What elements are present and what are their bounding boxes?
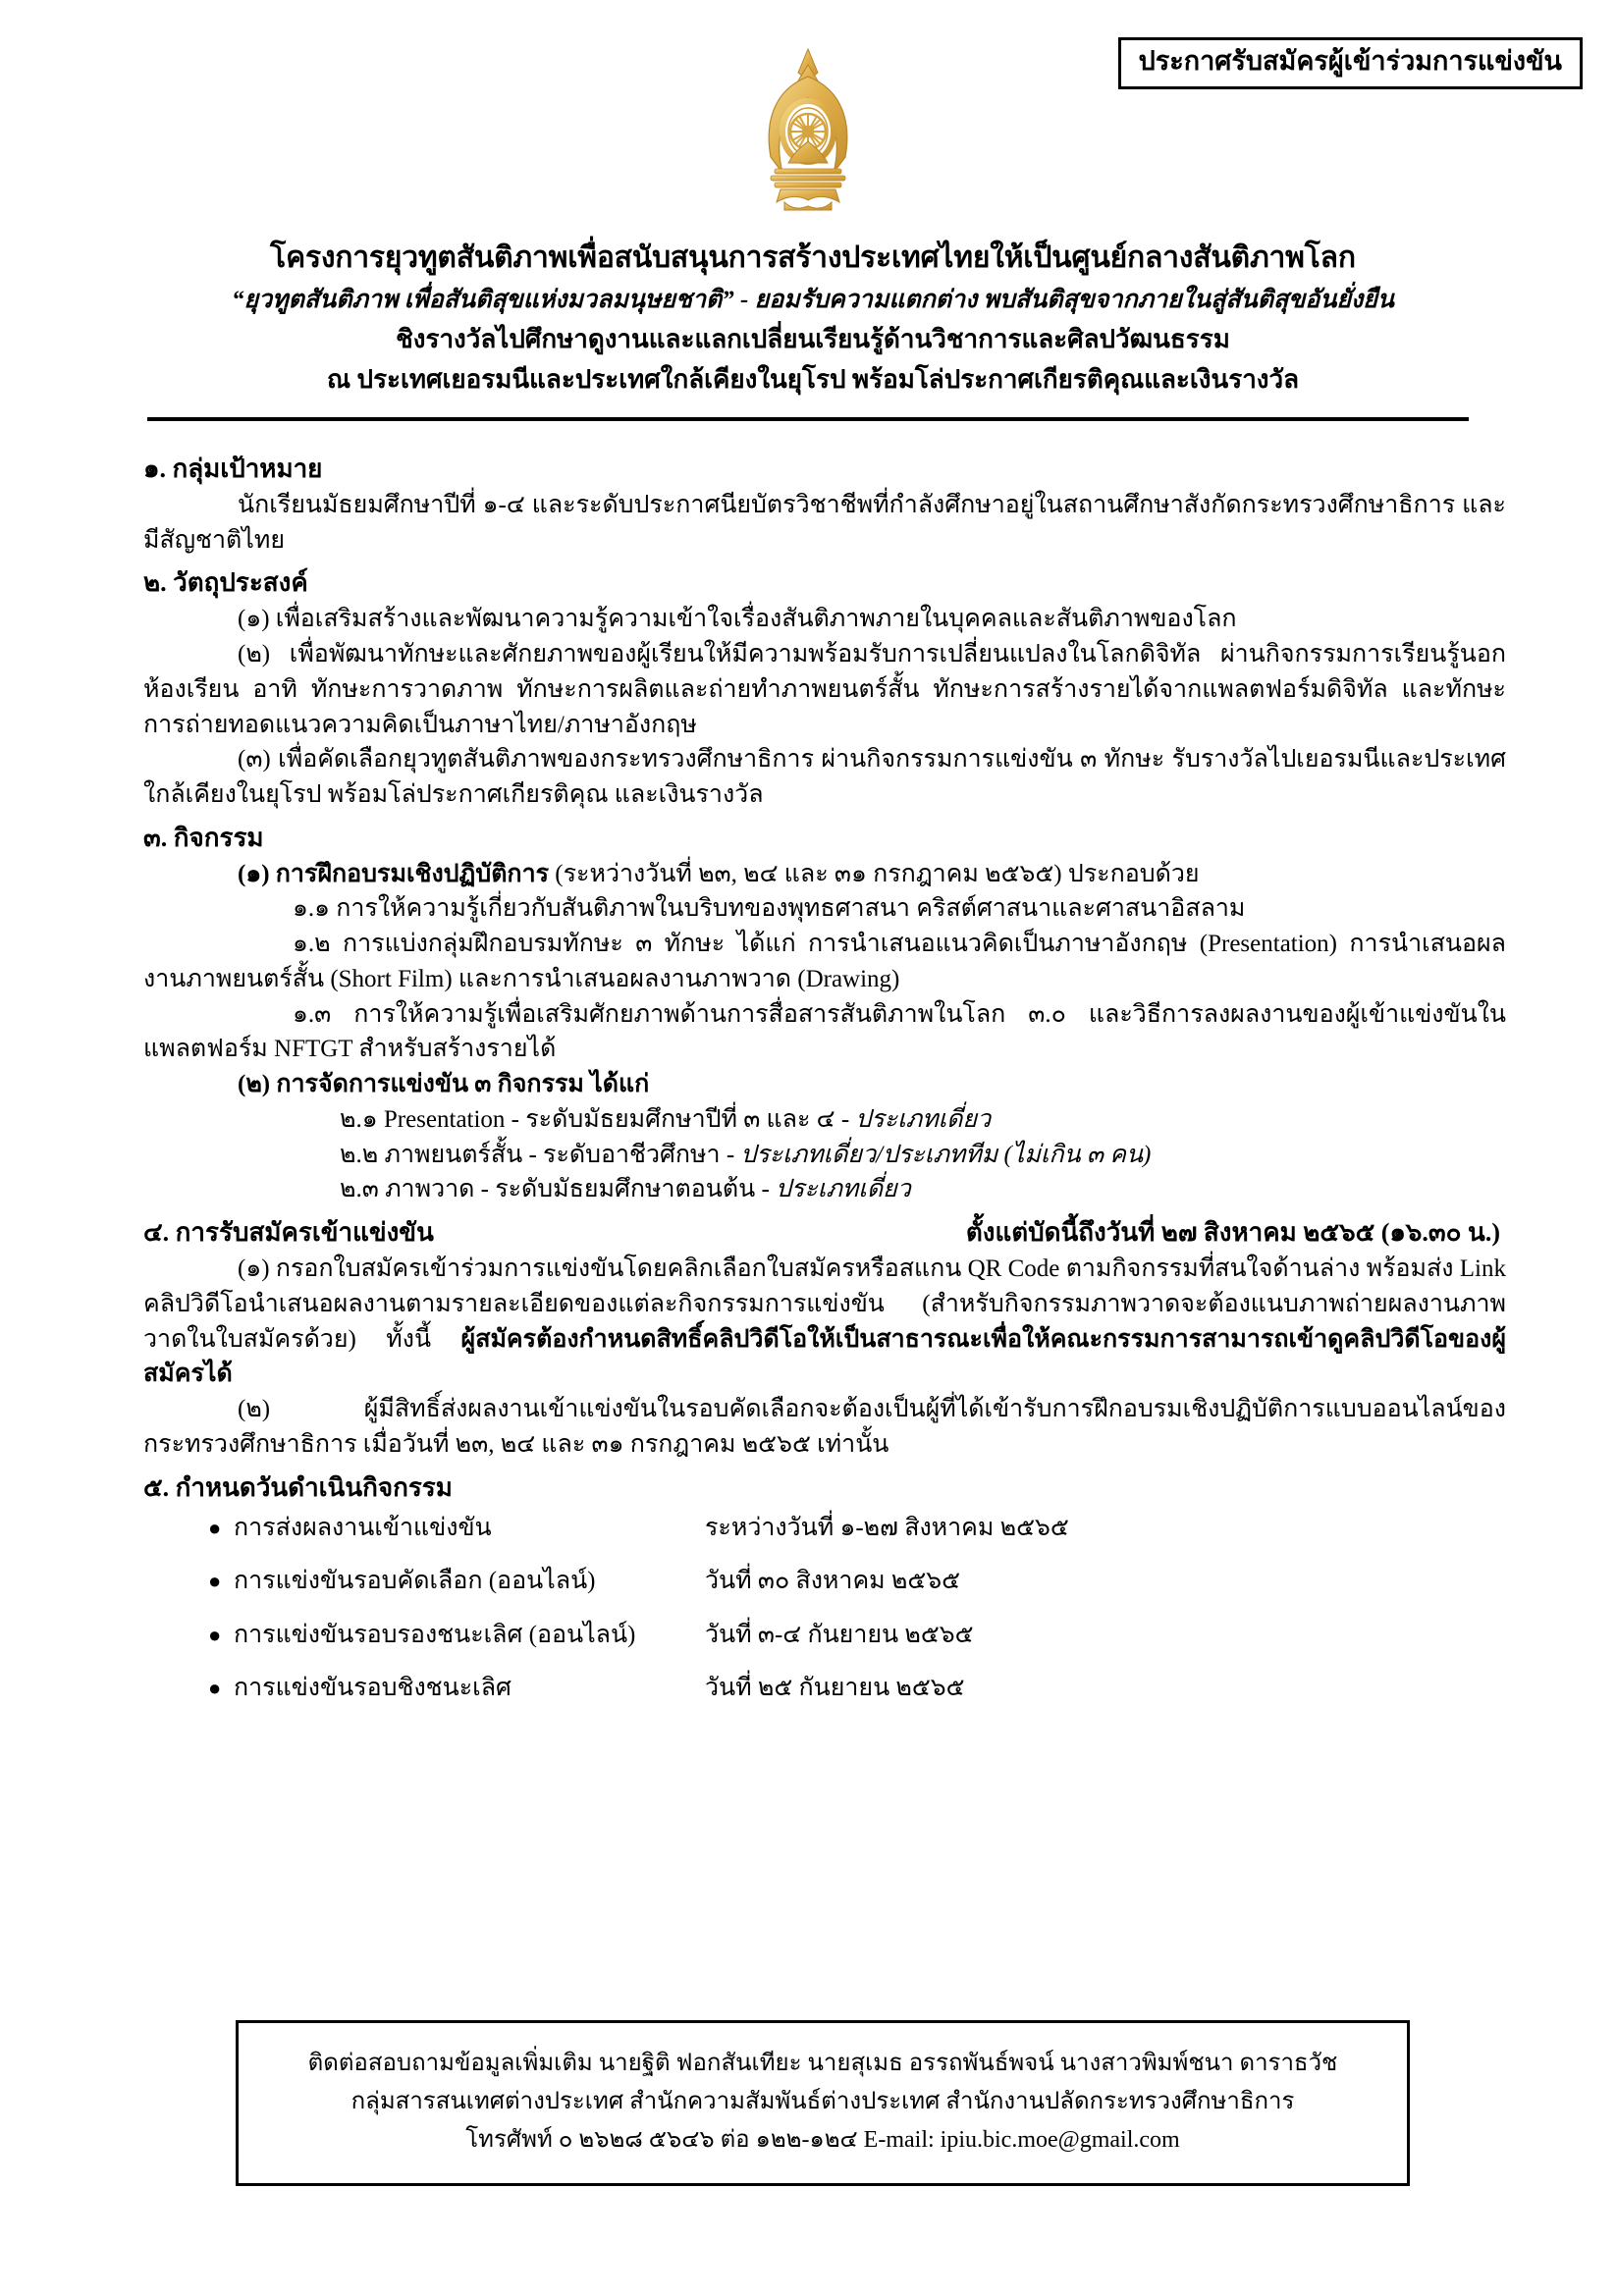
section-3-item-2-1-text: ๒.๑ Presentation - ระดับมัธยมศึกษาปีที่ ๓ และ ๔ -: [340, 1105, 856, 1133]
section-3-item-2-2: [143, 1138, 1506, 1173]
schedule-date: ระหว่างวันที่ ๑-๒๗ สิงหาคม ๒๕๖๕: [705, 1514, 1069, 1541]
section-4-item-2: (๒) ผู้มีสิทธิ์ส่งผลงานเข้าแข่งขันในรอบคัดเลือกจะต้องเป็นผู้ที่ได้เข้ารับการฝึกอบรมเชิงปฏิบัติการแบบออนไลน์ของกระทรวงศึกษาธิการ เมื่อวันที่ ๒๓, ๒๔ และ ๓๑ กรกฎาคม ๒๕๖๕ เท่านั้น: [143, 1396, 1506, 1458]
schedule-label: การแข่งขันรอบรองชนะเลิศ (ออนไลน์): [234, 1621, 636, 1648]
list-item: [208, 1566, 1506, 1598]
schedule-label: การส่งผลงานเข้าแข่งขัน: [234, 1514, 492, 1541]
announcement-badge: ประกาศรับสมัครผู้เข้าร่วมการแข่งขัน: [1118, 37, 1583, 89]
section-3-item-2-3-type: ประเภทเดี่ยว: [776, 1176, 911, 1203]
section-3-item-2: [143, 1067, 1506, 1102]
section-3-item-1-3: ๑.๓ การให้ความรู้เพื่อเสริมศักยภาพด้านการสื่อสารสันติภาพในโลก ๓.๐ และวิธีการลงผลงานของผู้เข้าแข่งขันในแพลตฟอร์ม NFTGT สำหรับสร้างรายได้: [143, 1000, 1506, 1063]
section-3-item-2-label: (๒) การจัดการแข่งขัน ๓ กิจกรรม ได้แก่: [238, 1071, 650, 1098]
section-3-item-2-1-type: ประเภทเดี่ยว: [855, 1105, 992, 1133]
contact-box: [236, 2020, 1410, 2186]
list-item: [208, 1673, 1506, 1705]
section-heading-4: ๔. การรับสมัครเข้าแข่งขัน: [143, 1218, 434, 1248]
registration-deadline: ตั้งแต่บัดนี้ถึงวันที่ ๒๗ สิงหาคม ๒๕๖๕ (๑๖.๓๐ น.): [965, 1218, 1500, 1248]
bullet-icon: ●: [208, 1676, 222, 1701]
section-3-item-2-3-text: ๒.๓ ภาพวาด - ระดับมัธยมศึกษาตอนต้น -: [340, 1176, 777, 1203]
section-3-item-1-1: ๑.๑ การให้ความรู้เกี่ยวกับสันติภาพในบริบทของพุทธศาสนา คริสต์ศาสนาและศาสนาอิสลาม: [293, 895, 1246, 923]
section-2-item-2: (๒) เพื่อพัฒนาทักษะและศักยภาพของผู้เรียนให้มีความพร้อมรับการเปลี่ยนแปลงในโลกดิจิทัล ผ่านกิจกรรมการเรียนรู้นอกห้องเรียน อาทิ ทักษะการวาดภาพ ทักษะการผลิตและถ่ายทำภาพยนตร์สั้น ทักษะการสร้างรายได้จากแพลตฟอร์มดิจิทัล และทักษะการถ่ายทอดแนวความคิดเป็นภาษาไทย/ภาษาอังกฤษ: [143, 641, 1506, 738]
section-4-item-1-emphasis: ผู้สมัครต้องกำหนดสิทธิ์คลิปวิดีโอให้เป็นสาธารณะเพื่อให้คณะกรรมการสามารถเข้าดูคลิปวิดีโอของผู้สมัครได้: [143, 1325, 1506, 1388]
section-1-paragraph: นักเรียนมัธยมศึกษาปีที่ ๑-๔ และระดับประกาศนียบัตรวิชาชีพที่กำลังศึกษาอยู่ในสถานศึกษาสังกัดกระทรวงศึกษาธิการ และมีสัญชาติไทย: [143, 491, 1506, 554]
document-body: [143, 444, 1506, 1727]
section-2-item-1: (๑) เพื่อเสริมสร้างและพัฒนาความรู้ความเข้าใจเรื่องสันติภาพภายในบุคคลและสันติภาพของโลก: [238, 606, 1237, 633]
page-title: โครงการยุวทูตสันติภาพเพื่อสนับสนุนการสร้างประเทศไทยให้เป็นศูนย์กลางสันติภาพโลก: [270, 241, 1356, 274]
section-heading-4-row: [143, 1215, 1506, 1252]
contact-office: กลุ่มสารสนเทศต่างประเทศ สำนักความสัมพันธ์ต่างประเทศ สำนักงานปลัดกระทรวงศึกษาธิการ: [350, 2089, 1295, 2115]
list-item: [208, 1620, 1506, 1652]
section-3-item-1-label: (๑) การฝึกอบรมเชิงปฏิบัติการ: [238, 860, 550, 887]
section-heading-1: ๑. กลุ่มเป้าหมาย: [143, 454, 323, 483]
section-heading-5: ๕. กำหนดวันดำเนินกิจกรรม: [143, 1472, 453, 1502]
list-item: [208, 1513, 1506, 1545]
schedule-date: วันที่ ๓๐ สิงหาคม ๒๕๖๕: [705, 1568, 961, 1595]
schedule-date: วันที่ ๓-๔ กันยายน ๒๕๖๕: [705, 1621, 974, 1648]
document-title-block: [128, 238, 1498, 399]
section-3-item-1-detail: (ระหว่างวันที่ ๒๓, ๒๔ และ ๓๑ กรกฎาคม ๒๕๖๕) ประกอบด้วย: [549, 860, 1200, 887]
section-3-item-2-1: [143, 1102, 1506, 1138]
section-3-item-1: [143, 857, 1506, 892]
section-3-item-2-2-type: ประเภทเดี่ยว/ประเภททีม (ไม่เกิน ๓ คน): [740, 1141, 1152, 1168]
section-4-item-1: [143, 1252, 1506, 1392]
bullet-icon: ●: [208, 1569, 222, 1594]
bullet-icon: ●: [208, 1622, 222, 1647]
section-2-item-3: (๓) เพื่อคัดเลือกยุวทูตสันติภาพของกระทรวงศึกษาธิการ ผ่านกิจกรรมการแข่งขัน ๓ ทักษะ รับรางวัลไปเยอรมนีและประเทศใกล้เคียงในยุโรป พร้อมโล่ประกาศเกียรติคุณ และเงินรางวัล: [143, 746, 1506, 809]
section-3-item-1-2: ๑.๒ การแบ่งกลุ่มฝึกอบรมทักษะ ๓ ทักษะ ได้แก่ การนำเสนอแนวคิดเป็นภาษาอังกฤษ (Presentation) การนำเสนอผลงานภาพยนตร์สั้น (Short Film) และการนำเสนอผลงานภาพวาด (Drawing): [143, 931, 1506, 992]
title-subline-2: ณ ประเทศเยอรมนีและประเทศใกล้เคียงในยุโรป พร้อมโล่ประกาศเกียรติคุณและเงินรางวัล: [326, 365, 1300, 395]
ministry-of-education-emblem-icon: [745, 47, 871, 214]
contact-names: ติดต่อสอบถามข้อมูลเพิ่มเติม นายฐิติ ฟอกสันเทียะ นายสุเมธ อรรถพันธ์พจน์ นางสาวพิมพ์ชนา ดาราธวัช: [307, 2051, 1338, 2077]
section-3-item-2-3: [143, 1172, 1506, 1207]
section-3-item-2-2-text: ๒.๒ ภาพยนตร์สั้น - ระดับอาชีวศึกษา -: [340, 1141, 741, 1168]
section-heading-2: ๒. วัตถุประสงค์: [143, 568, 308, 598]
announcement-badge-wrapper: [1118, 37, 1583, 89]
contact-phone-email: โทรศัพท์ ๐ ๒๖๒๘ ๕๖๔๖ ต่อ ๑๒๒-๑๒๔ E-mail: ipiu.bic.moe@gmail.com: [465, 2127, 1180, 2154]
section-4-item-1-text: (๑) กรอกใบสมัครเข้าร่วมการแข่งขันโดยคลิกเลือกใบสมัครหรือสแกน QR Code ตามกิจกรรมที่สนใจด้านล่าง พร้อมส่ง Link คลิปวิดีโอนำเสนอผลงานตามรายละเอียดของแต่ละกิจกรรมการแข่งขัน (สำหรับกิจกรรมภาพวาดจะต้องแนบภาพถ่ายผลงานภาพวาดในใบสมัครด้วย) ทั้งนี้: [143, 1255, 1506, 1353]
bullet-icon: ●: [208, 1515, 222, 1540]
header-divider: [147, 417, 1469, 421]
schedule-list: [143, 1513, 1506, 1705]
title-motto: “ยุวทูตสันติภาพ เพื่อสันติสุขแห่งมวลมนุษยชาติ” - ยอมรับความแตกต่าง พบสันติสุขจากภายในสู่สันติสุขอันยั่งยืน: [232, 287, 1394, 314]
section-heading-3: ๓. กิจกรรม: [143, 823, 264, 852]
schedule-label: การแข่งขันรอบชิงชนะเลิศ: [234, 1675, 512, 1702]
schedule-label: การแข่งขันรอบคัดเลือก (ออนไลน์): [234, 1568, 596, 1595]
schedule-date: วันที่ ๒๕ กันยายน ๒๕๖๕: [705, 1675, 965, 1702]
title-subline-1: ชิงรางวัลไปศึกษาดูงานและแลกเปลี่ยนเรียนรู้ด้านวิชาการและศิลปวัฒนธรรม: [396, 325, 1230, 354]
